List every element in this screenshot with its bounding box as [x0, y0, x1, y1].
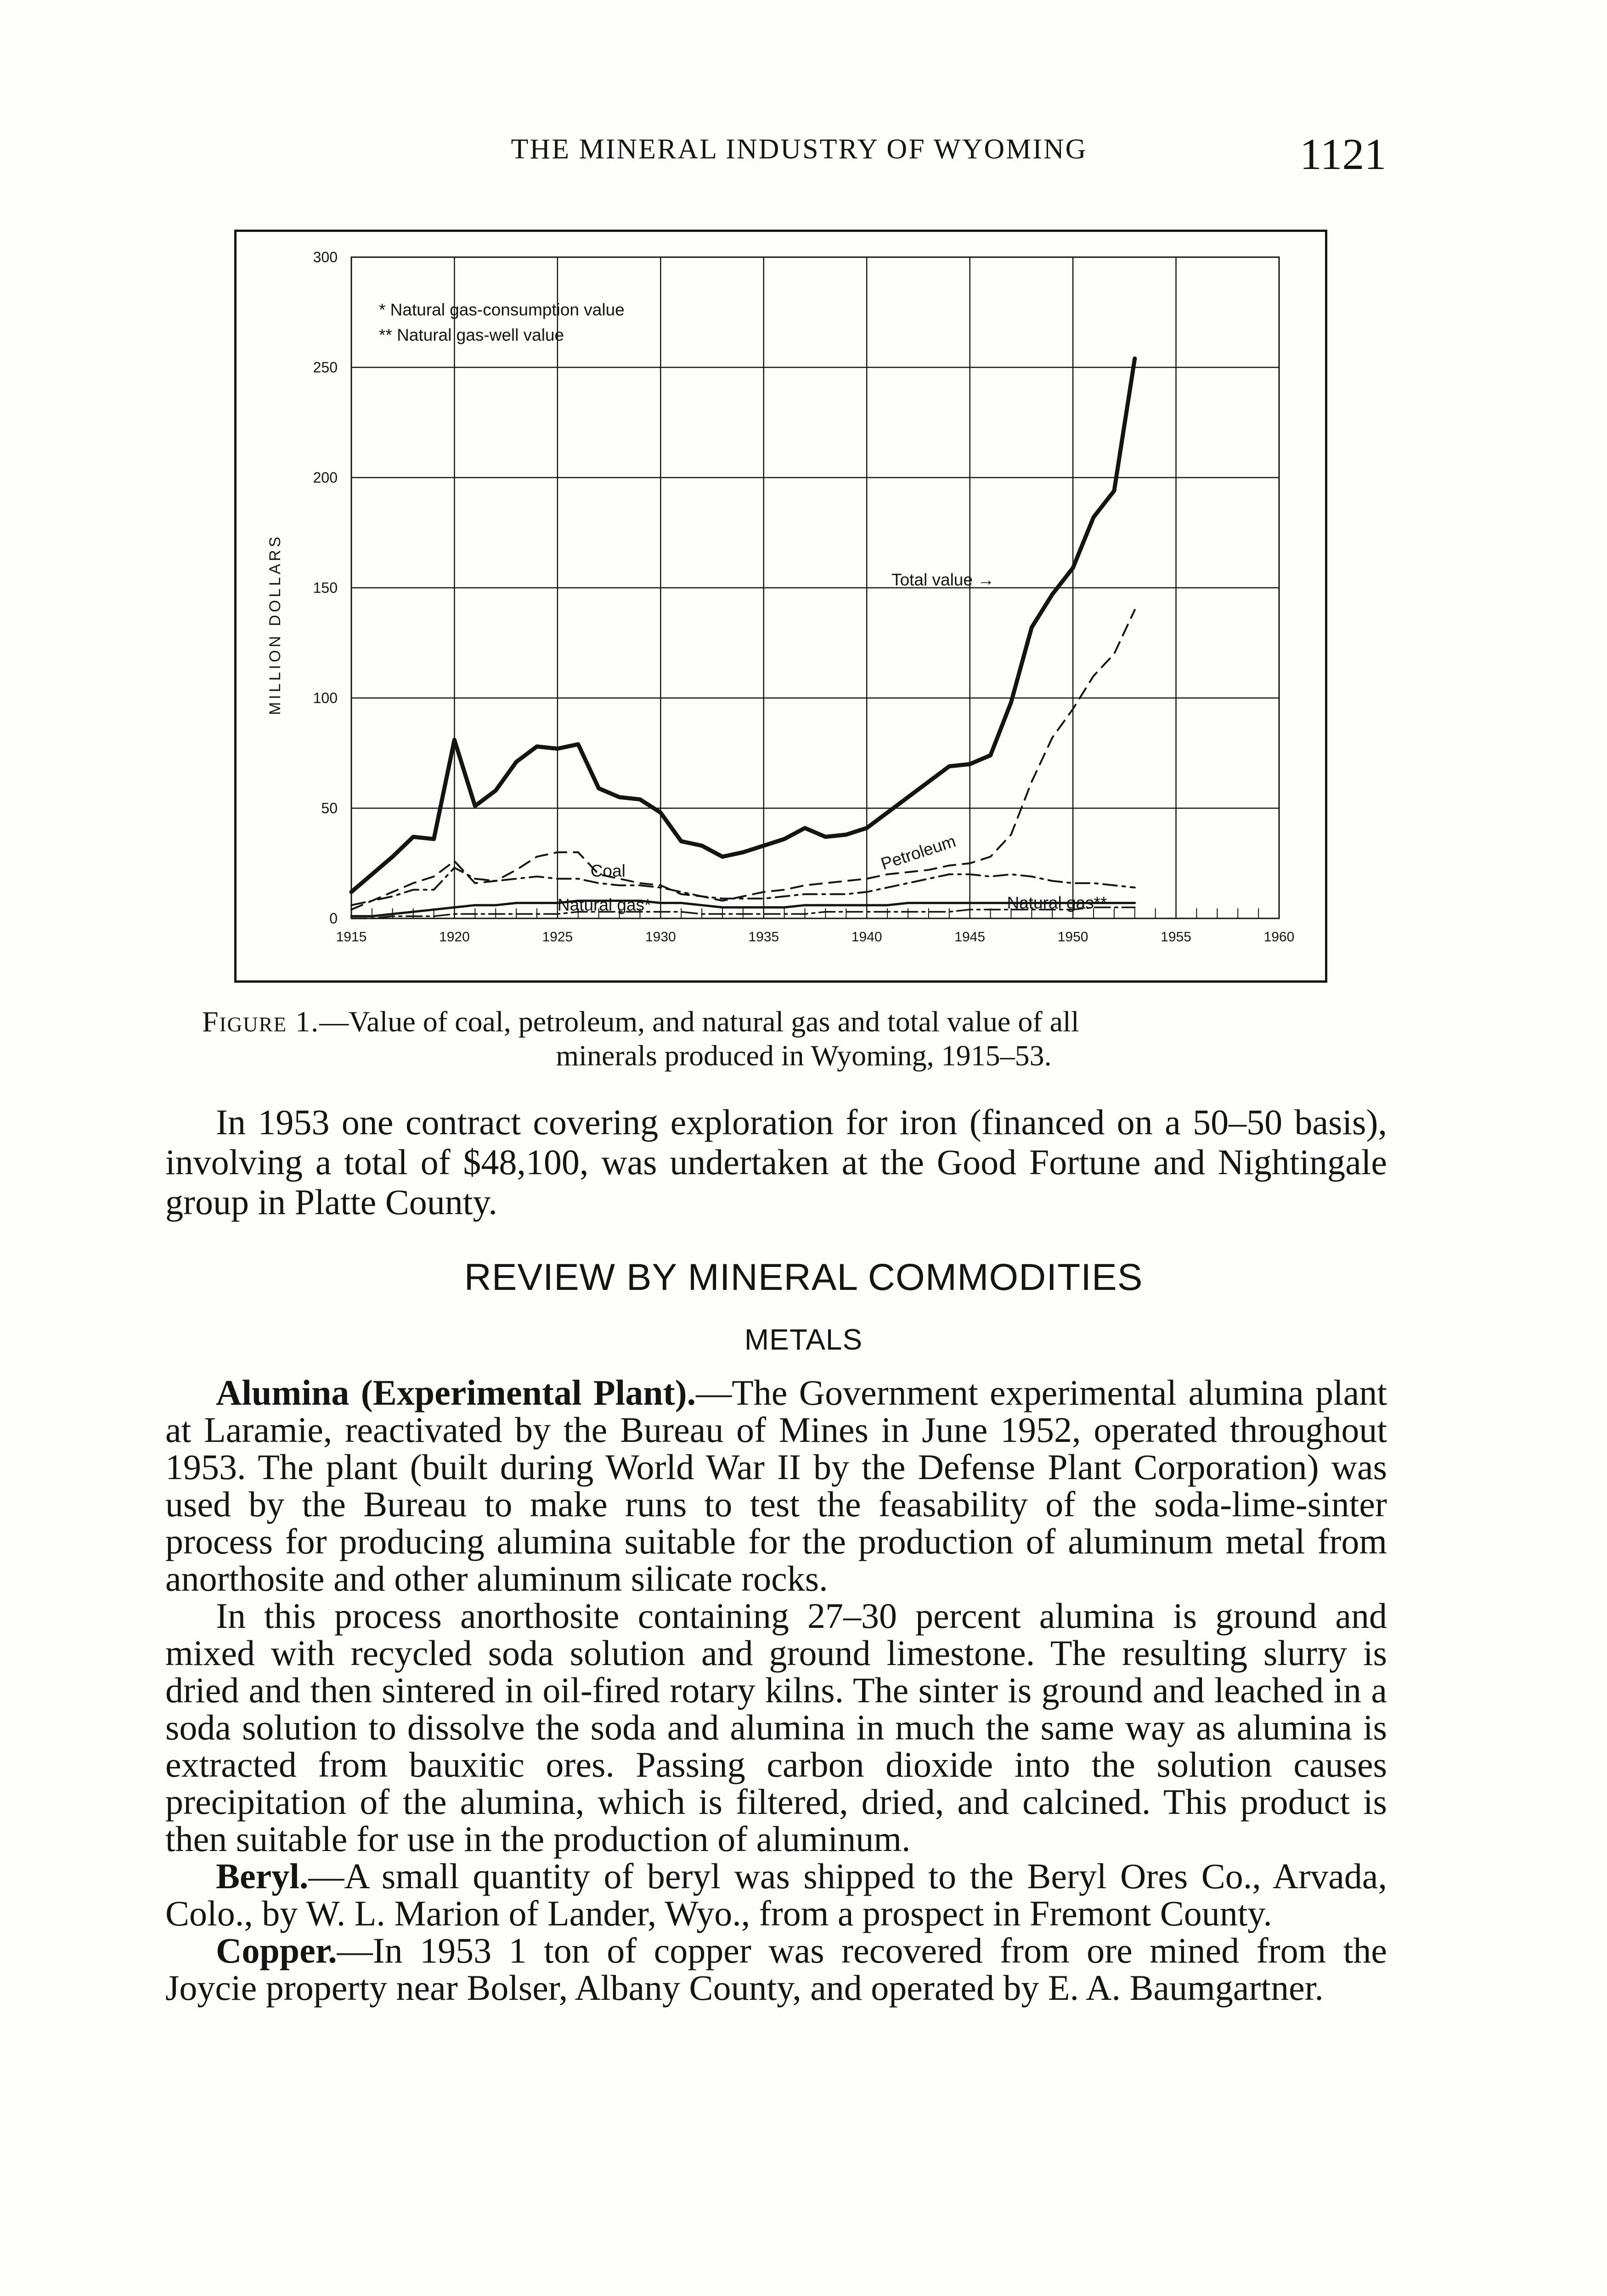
caption-line-1: —Value of coal, petroleum, and natural gas and total value of all: [319, 1005, 1079, 1038]
label-layer: [558, 570, 1107, 914]
total-value-line: [351, 359, 1135, 892]
y-tick-label: 150: [313, 580, 338, 596]
page-number: 1121: [1300, 129, 1387, 179]
alumina-heading: Alumina (Experimental Plant).: [216, 1373, 696, 1412]
figure-frame: [234, 230, 1327, 983]
natural-gas-well-label: Natural gas**: [1007, 893, 1107, 912]
legend-entry-consumption: * Natural gas-consumption value: [379, 300, 625, 319]
copper-paragraph: [165, 1932, 1387, 2006]
caption-label: Figure 1.: [202, 1005, 320, 1038]
copper-heading: Copper.: [216, 1930, 337, 1970]
intro-paragraph: In 1953 one contract covering exploration for iron (financed on a 50–50 basis), involving a total of $48,100, was undertaken at the Good Fortune and Nightingale group in Platte County.: [165, 1102, 1387, 1222]
x-tick-label: 1945: [954, 929, 986, 945]
figure-caption: [202, 1005, 1387, 1073]
beryl-text: —A small quantity of beryl was shipped to the Beryl Ores Co., Arvada, Colo., by W. L. Marion of Lander, Wyo., from a prospect in Fremont County.: [165, 1856, 1387, 1933]
natural-gas-consumption-label: Natural gas*: [557, 895, 651, 915]
copper-text: —In 1953 1 ton of copper was recovered from ore mined from the Joycie property near Bolser, Albany County, and operated by E. A. Baumgartner.: [165, 1930, 1387, 2008]
x-tick-label: 1960: [1263, 929, 1295, 945]
beryl-heading: Beryl.: [216, 1856, 309, 1896]
y-axis-label: MILLION DOLLARS: [266, 534, 284, 715]
body-text: [165, 1374, 1387, 2006]
y-tick-label: 50: [321, 800, 338, 816]
running-head: THE MINERAL INDUSTRY OF WYOMING: [511, 134, 1088, 165]
y-tick-label: 200: [313, 469, 338, 486]
series-layer: [351, 359, 1135, 918]
legend-entry-well: ** Natural gas-well value: [379, 326, 564, 344]
x-tick-label: 1955: [1161, 929, 1191, 945]
caption-line-2: minerals produced in Wyoming, 1915–53.: [556, 1039, 1052, 1072]
x-tick-label: 1940: [851, 929, 882, 945]
y-tick-label: 100: [313, 690, 338, 706]
section-heading: REVIEW BY MINERAL COMMODITIES: [464, 1256, 1143, 1298]
alumina-paragraph: [165, 1374, 1387, 1597]
grid-layer: [351, 257, 1279, 918]
x-tick-label: 1950: [1057, 929, 1088, 945]
process-paragraph: In this process anorthosite containing 27–30 percent alumina is ground and mixed with recycled soda solution and ground limestone. The resulting slurry is dried and then sintered in oil-fired rotary kilns. The sinter is ground and leached in a soda solution to dissolve the soda and alumina in much the same way as alumina is extracted from bauxitic ores. Passing carbon dioxide into the solution causes precipitation of the alumina, which is filtered, dried, and calcined. This product is then suitable for use in the production of aluminum.: [165, 1596, 1387, 1859]
beryl-paragraph: [165, 1857, 1387, 1932]
petroleum-line: [351, 610, 1135, 910]
x-tick-label: 1925: [542, 929, 573, 945]
petroleum-label: Petroleum: [878, 831, 958, 874]
tick-layer: [313, 249, 1295, 945]
total-value-label: Total value →: [891, 570, 995, 590]
coal-label: Coal: [590, 861, 626, 880]
sub-heading: METALS: [744, 1323, 863, 1356]
y-tick-label: 300: [313, 249, 338, 265]
x-tick-label: 1930: [645, 929, 676, 945]
x-tick-label: 1915: [336, 929, 367, 945]
y-tick-label: 0: [329, 910, 338, 927]
x-tick-label: 1935: [748, 929, 779, 945]
y-tick-label: 250: [313, 359, 338, 376]
value-chart: [237, 232, 1325, 980]
alumina-text: —The Government experimental alumina plant at Laramie, reactivated by the Bureau of Mines in June 1952, operated throughout 1953. The plant (built during World War II by the Defense Plant Corporation) was used by the Bureau to make runs to test the feasability of the soda-lime-sinter process for producing alumina suitable for the production of aluminum metal from anorthosite and other aluminum silicate rocks.: [165, 1373, 1387, 1598]
x-tick-label: 1920: [439, 929, 470, 945]
